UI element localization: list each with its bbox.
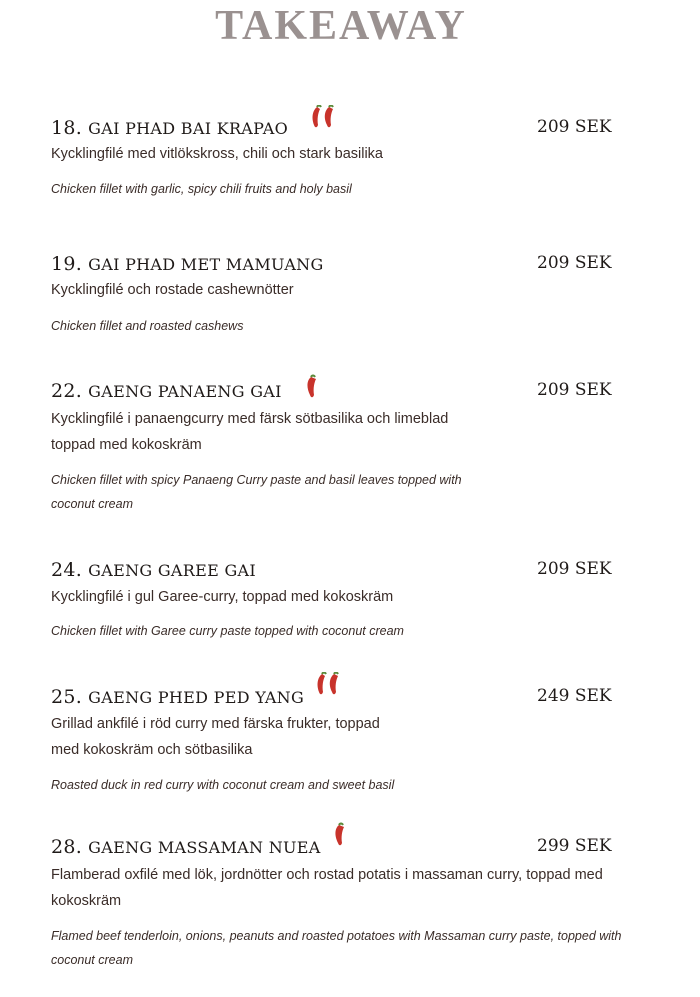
dish-price: 209 SEK [537,117,612,137]
dish-description-en: Chicken fillet with garlic, spicy chili fruits and holy basil [51,182,352,196]
dish-number: 18. [51,117,83,139]
dish-number: 24. [51,559,83,581]
page-title: TAKEAWAY [215,3,467,49]
dish-name [51,836,321,858]
dish-description-sv: Kycklingfilé och rostade cashewnötter [51,282,294,298]
dish-price: 209 SEK [537,559,612,579]
dish-title: GAENG MASSAMAN NUEA [88,838,321,857]
dish-price: 209 SEK [537,253,612,273]
dish-description-en: Chicken fillet with Garee curry paste topped with coconut cream [51,624,404,638]
dish-name [51,253,324,275]
dish-description-sv: Kycklingfilé med vitlökskross, chili och stark basilika [51,146,383,162]
dish-description-sv: Kycklingfilé i panaengcurry med färsk sötbasilika och limeblad toppad med kokoskräm [51,411,449,453]
dish-title: GAENG PANAENG GAI [88,382,282,401]
dish-number: 25. [51,686,83,708]
chili-pepper-icon [332,822,352,855]
dish-number: 19. [51,253,83,275]
dish-name [51,380,282,402]
dish-title: GAI PHAD MET MAMUANG [88,255,324,274]
dish-title: GAI PHAD BAI KRAPAO [88,119,289,138]
dish-description-en: Chicken fillet with spicy Panaeng Curry paste and basil leaves topped with coconut cream [51,473,462,511]
dish-name [51,559,256,581]
dish-number: 28. [51,836,83,858]
dish-description-en: Chicken fillet and roasted cashews [51,319,244,333]
dish-title: GAENG PHED PED YANG [88,688,305,707]
chili-pepper-icon [315,672,347,705]
dish-description-en: Flamed beef tenderloin, onions, peanuts and roasted potatoes with Massaman curry paste, topped with coconut cream [51,929,622,967]
dish-title: GAENG GAREE GAI [88,561,257,580]
dish-name [51,686,304,708]
dish-price: 209 SEK [537,380,612,400]
dish-number: 22. [51,380,83,402]
dish-description-sv: Kycklingfilé i gul Garee-curry, toppad med kokoskräm [51,589,394,605]
dish-price: 249 SEK [537,686,612,706]
dish-description-sv: Grillad ankfilé i röd curry med färska frukter, toppad med kokoskräm och sötbasilika [51,716,380,758]
chili-pepper-icon [304,374,324,407]
dish-price: 299 SEK [537,836,612,856]
dish-description-en: Roasted duck in red curry with coconut cream and sweet basil [51,778,395,792]
dish-name [51,117,288,139]
chili-pepper-icon [310,105,342,138]
dish-description-sv: Flamberad oxfilé med lök, jordnötter och rostad potatis i massaman curry, toppad med kokoskräm [51,867,603,909]
